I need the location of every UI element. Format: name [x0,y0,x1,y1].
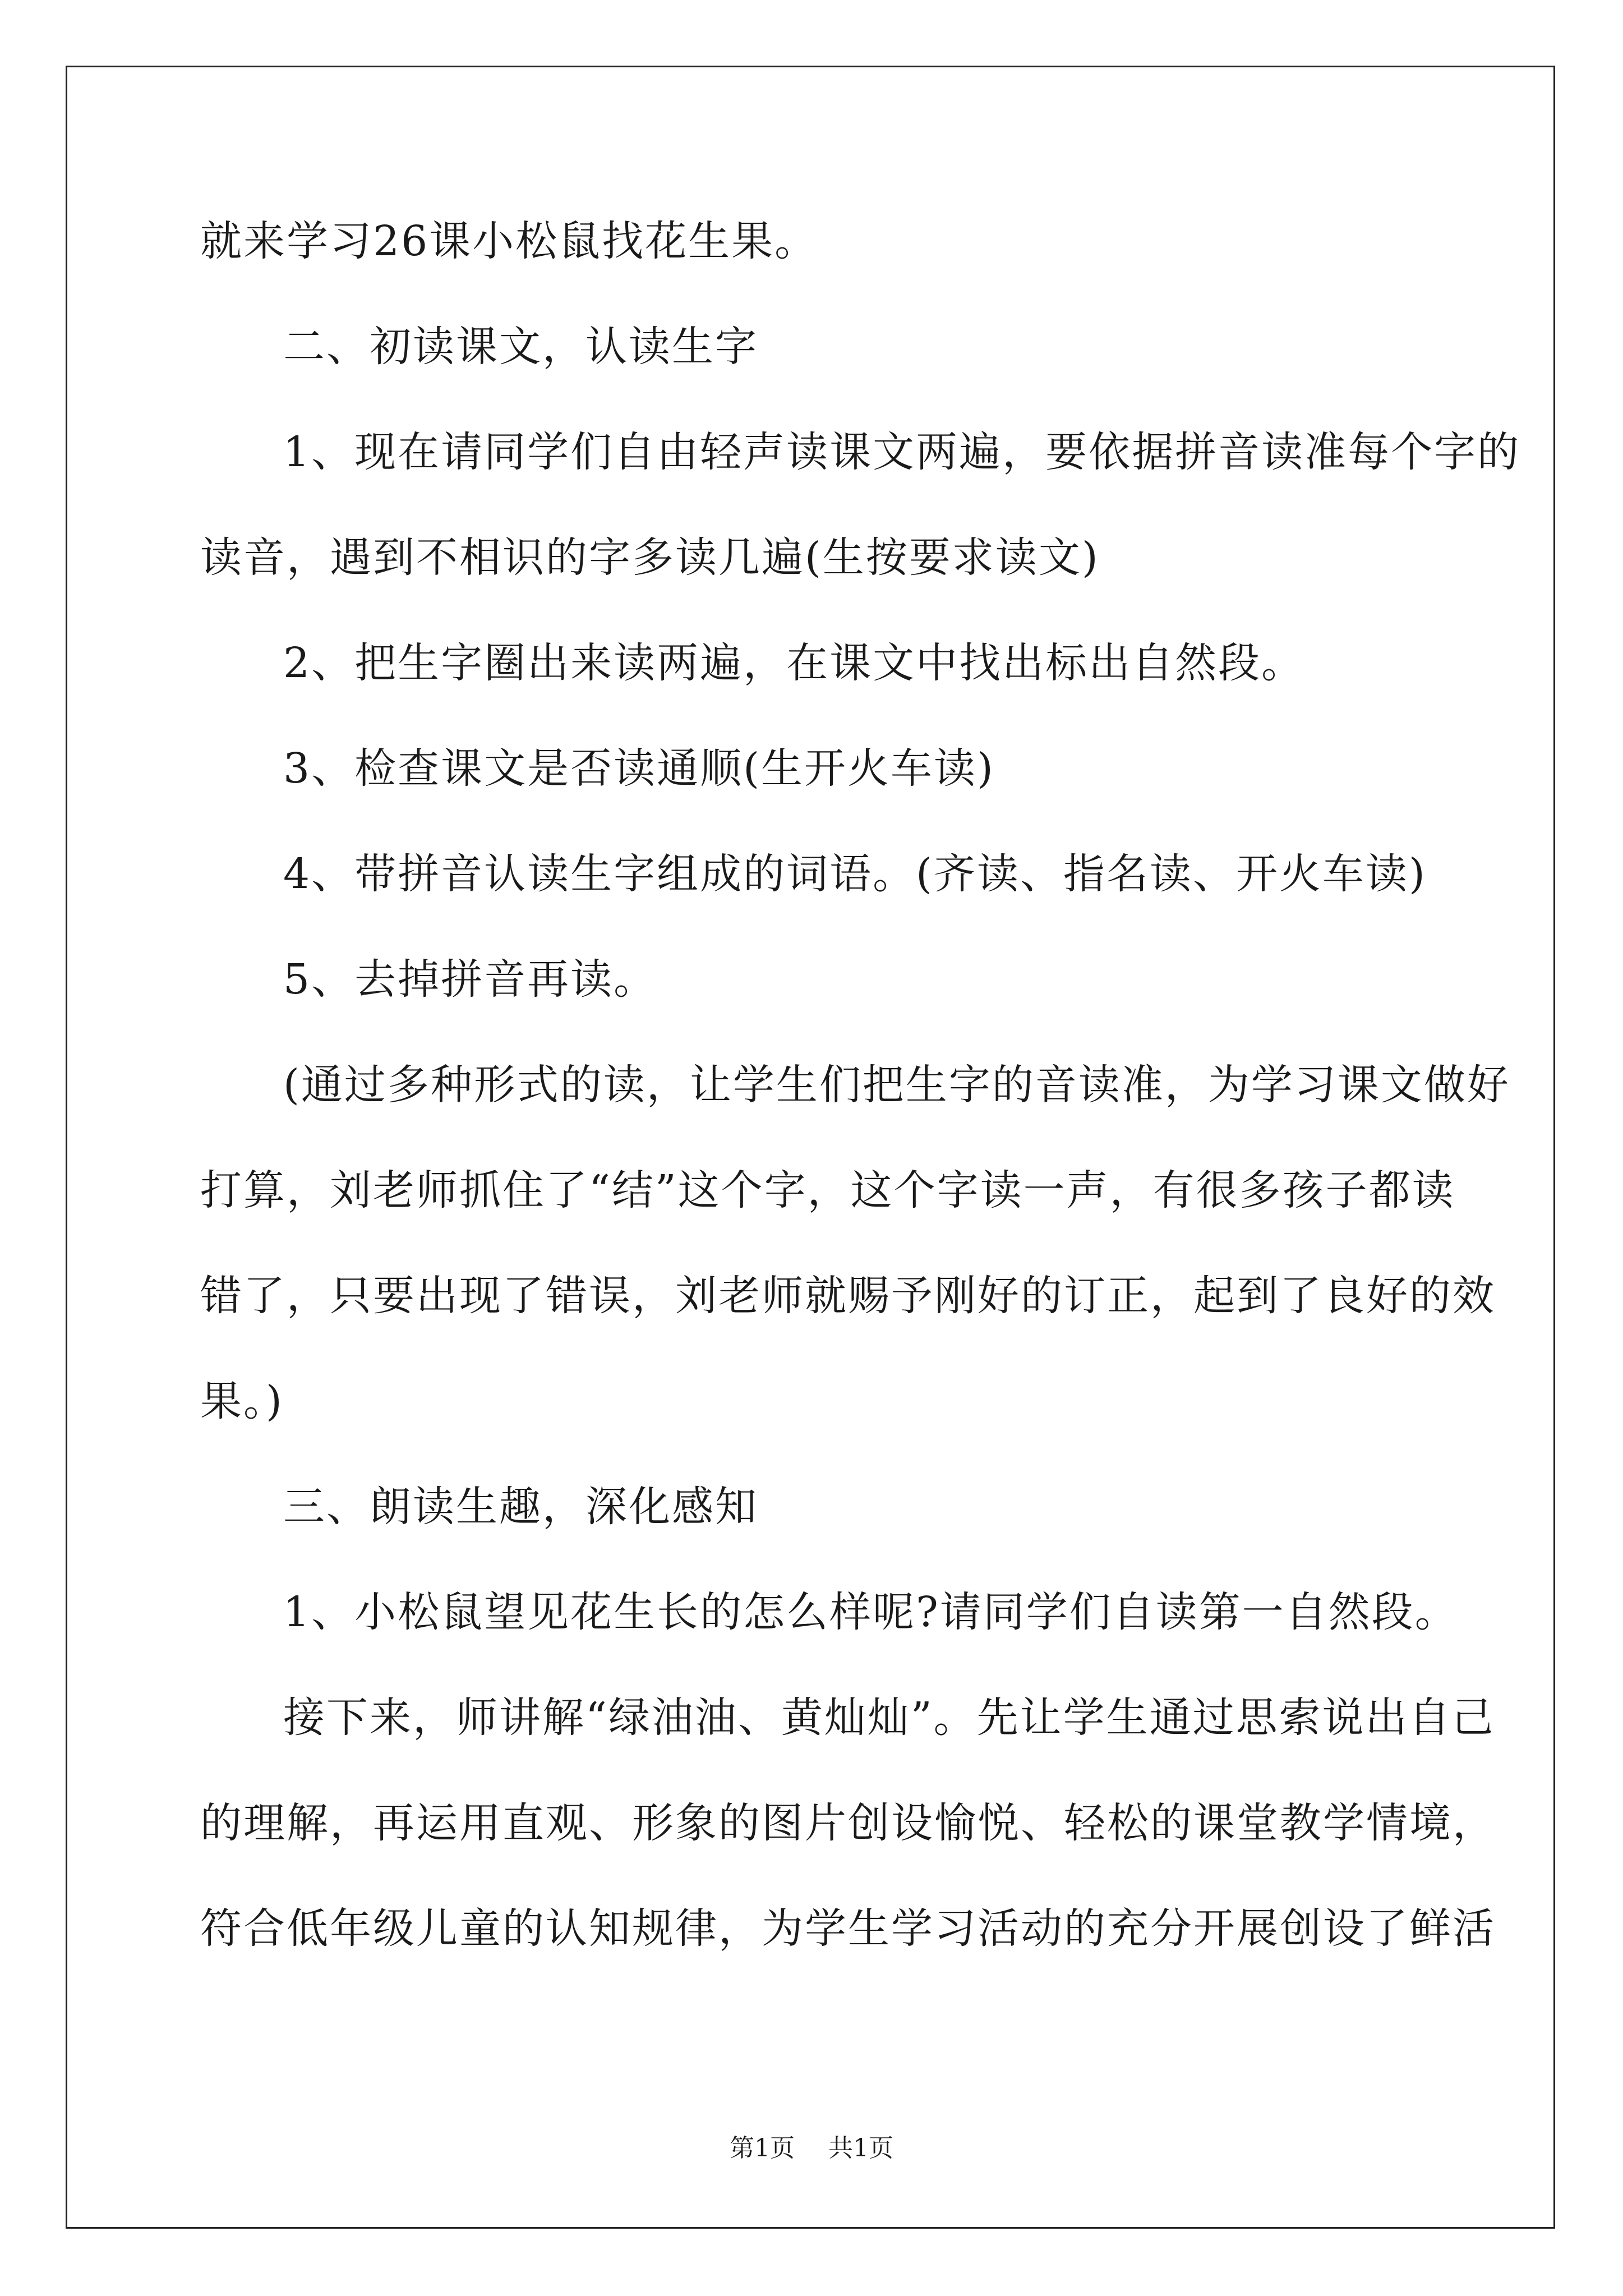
text-line: 1、现在请同学们自由轻声读课文两遍，要依据拼音读准每个字的 [283,428,1521,476]
text-line: 的理解，再运用直观、形象的图片创设愉悦、轻松的课堂教学情境， [200,1799,1496,1847]
text-line: 1、小松鼠望见花生长的怎么样呢?请同学们自读第一自然段。 [283,1588,1458,1636]
text-line: 就来学习26课小松鼠找花生果。 [200,217,818,265]
page-footer [0,2132,1623,2165]
section-heading: 二、初读课文，认读生字 [283,323,758,371]
text-line: 3、检查课文是否读通顺(生开火车读) [283,744,995,793]
text-line: 果。) [200,1377,284,1425]
text-line: 2、把生字圈出来读两遍，在课文中找出标出自然段。 [283,639,1305,687]
text-line: 5、去掉拼音再读。 [283,955,657,1004]
text-line: 接下来，师讲解“绿油油、黄灿灿”。先让学生通过思索说出自己 [283,1694,1495,1742]
page-number: 第1页 [730,2134,795,2162]
page-total: 共1页 [828,2134,893,2162]
text-line: (通过多种形式的读，让学生们把生字的音读准，为学习课文做好 [283,1061,1510,1109]
text-line: 符合低年级儿童的认知规律，为学生学习活动的充分开展创设了鲜活 [200,1904,1496,1953]
text-line: 打算，刘老师抓住了“结”这个字，这个字读一声，有很多孩子都读 [200,1166,1455,1214]
text-line: 读音，遇到不相识的字多读几遍(生按要求读文) [200,533,1100,582]
text-line: 错了，只要出现了错误，刘老师就赐予刚好的订正，起到了良好的效 [200,1272,1496,1320]
section-heading: 三、朗读生趣，深化感知 [283,1483,758,1531]
text-line: 4、带拼音认读生字组成的词语。(齐读、指名读、开火车读) [283,850,1427,898]
